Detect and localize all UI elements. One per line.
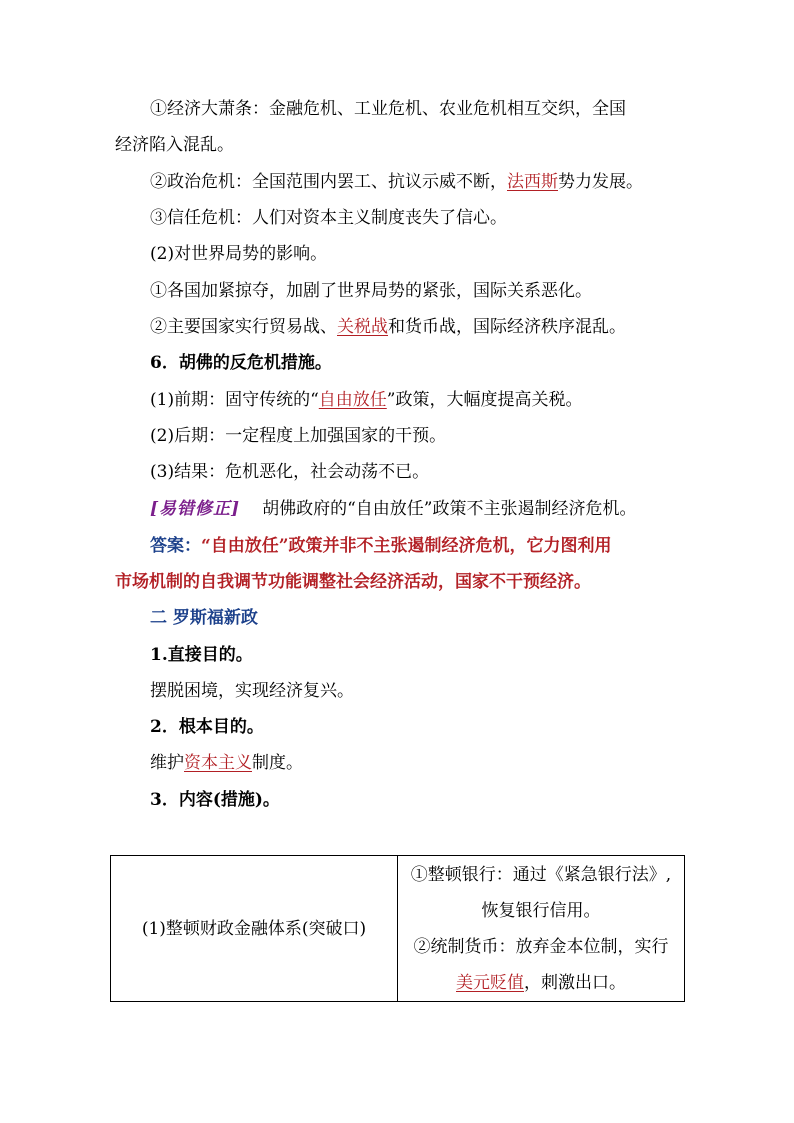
text: 二 罗斯福新政	[150, 608, 258, 628]
text-line	[150, 388, 582, 412]
text: 1.直接目的。	[150, 645, 253, 665]
answer-text: 市场机制的自我调节功能调整社会经济活动，国家不干预经济。	[115, 572, 591, 592]
fill-in-answer: 美元贬值	[456, 972, 524, 993]
section-heading	[150, 643, 253, 667]
text-line	[115, 133, 234, 157]
text-line	[150, 497, 636, 521]
measures-table	[110, 855, 685, 1002]
answer-label: 答案：	[150, 536, 201, 556]
text: (1)前期：固守传统的“	[150, 390, 319, 410]
text: 制度。	[252, 753, 303, 773]
text-line	[150, 751, 303, 775]
section-heading	[150, 606, 258, 630]
text-line	[150, 534, 612, 558]
text-line	[150, 279, 592, 303]
text-line	[150, 242, 327, 266]
text: 势力发展。	[558, 172, 643, 192]
text: ②统制货币：放弃金本位制，实行	[413, 936, 669, 957]
text: 经济陷入混乱。	[115, 135, 234, 155]
text: ”政策，大幅度提高关税。	[386, 390, 583, 410]
text: ①各国加紧掠夺，加剧了世界局势的紧张，国际关系恶化。	[150, 281, 592, 301]
text: 6．胡佛的反危机措施。	[150, 353, 332, 373]
text: 维护	[150, 753, 184, 773]
table-cell-details	[398, 856, 685, 1002]
error-correction-tag: [易错修正]	[150, 499, 241, 519]
fill-in-answer: 自由放任	[318, 390, 387, 410]
answer-text: “自由放任”政策并非不主张遏制经济危机，它力图利用	[201, 536, 612, 556]
text-line	[150, 97, 626, 121]
section-heading	[150, 788, 280, 812]
text: 3．内容(措施)。	[150, 790, 280, 810]
fill-in-answer: 资本主义	[184, 753, 252, 773]
text: ②政治危机：全国范围内罢工、抗议示威不断，	[150, 172, 507, 192]
table-row	[111, 856, 685, 1002]
text: (2)后期：一定程度上加强国家的干预。	[150, 426, 447, 446]
text-line	[115, 570, 591, 594]
text: 恢复银行信用。	[481, 900, 601, 921]
text-line	[150, 424, 446, 448]
text-line	[150, 679, 354, 703]
text: ①经济大萧条：金融危机、工业危机、农业危机相互交织，全国	[150, 99, 626, 119]
text: ②主要国家实行贸易战、	[150, 317, 337, 337]
text: (1)整顿财政金融体系(突破口)	[141, 918, 367, 939]
fill-in-answer: 法西斯	[507, 172, 558, 192]
section-heading	[150, 351, 332, 375]
table-cell-category	[111, 856, 398, 1002]
text: ，刺激出口。	[524, 972, 626, 993]
text: 胡佛政府的“自由放任”政策不主张遏制经济危机。	[262, 499, 637, 519]
section-heading	[150, 715, 264, 739]
fill-in-answer: 关税战	[337, 317, 388, 337]
text: (3)结果：危机恶化，社会动荡不已。	[150, 462, 430, 482]
text: ③信任危机：人们对资本主义制度丧失了信心。	[150, 208, 507, 228]
text: 摆脱困境，实现经济复兴。	[150, 681, 354, 701]
text: 和货币战，国际经济秩序混乱。	[388, 317, 626, 337]
text-line	[150, 206, 507, 230]
text: 2．根本目的。	[150, 717, 264, 737]
text-line	[150, 170, 643, 194]
text-line	[150, 315, 626, 339]
text: (2)对世界局势的影响。	[150, 244, 328, 264]
text-line	[150, 460, 429, 484]
text: ①整顿银行：通过《紧急银行法》,	[410, 864, 672, 885]
